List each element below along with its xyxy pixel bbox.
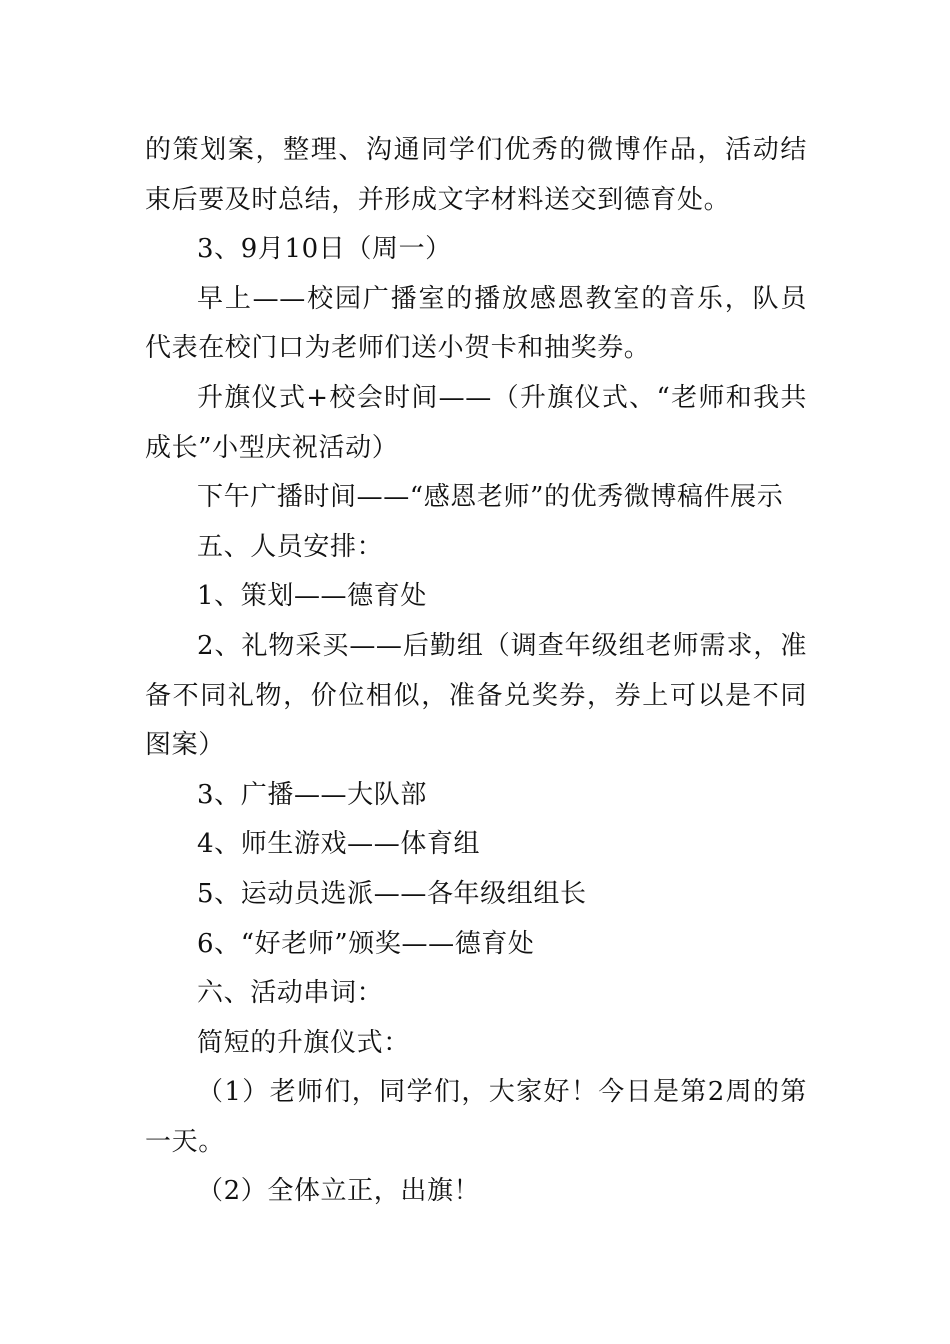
paragraph: 早上——校园广播室的播放感恩教室的音乐，队员代表在校门口为老师们送小贺卡和抽奖券。: [145, 283, 807, 364]
paragraph: 升旗仪式+校会时间——（升旗仪式、“老师和我共成长”小型庆祝活动）: [145, 382, 807, 463]
section-heading: 六、活动串词：: [197, 978, 384, 1009]
paragraph: 的策划案，整理、沟通同学们优秀的微博作品，活动结束后要及时总结，并形成文字材料送交到德育处。: [145, 135, 807, 215]
paragraph: 下午广播时间——“感恩老师”的优秀微博稿件展示: [197, 482, 784, 513]
list-item: 1、策划——德育处: [197, 581, 427, 612]
document-body: [145, 126, 807, 1217]
paragraph: 简短的升旗仪式：: [197, 1027, 410, 1058]
list-item: 3、广播——大队部: [197, 779, 427, 810]
paragraph: 3、9月10日（周一）: [197, 234, 452, 265]
list-item: 2、礼物采买——后勤组（调查年级组老师需求，准备不同礼物，价位相似，准备兑奖券，券上可以是不同图案）: [145, 630, 807, 761]
list-item: 4、师生游戏——体育组: [197, 829, 481, 860]
section-heading: 五、人员安排：: [197, 531, 384, 562]
paragraph: （2）全体立正，出旗！: [197, 1176, 481, 1207]
list-item: 5、运动员选派——各年级组组长: [197, 878, 587, 909]
list-item: 6、“好老师”颁奖——德育处: [197, 928, 535, 959]
paragraph: （1）老师们，同学们，大家好！今日是第2周的第一天。: [145, 1077, 807, 1157]
